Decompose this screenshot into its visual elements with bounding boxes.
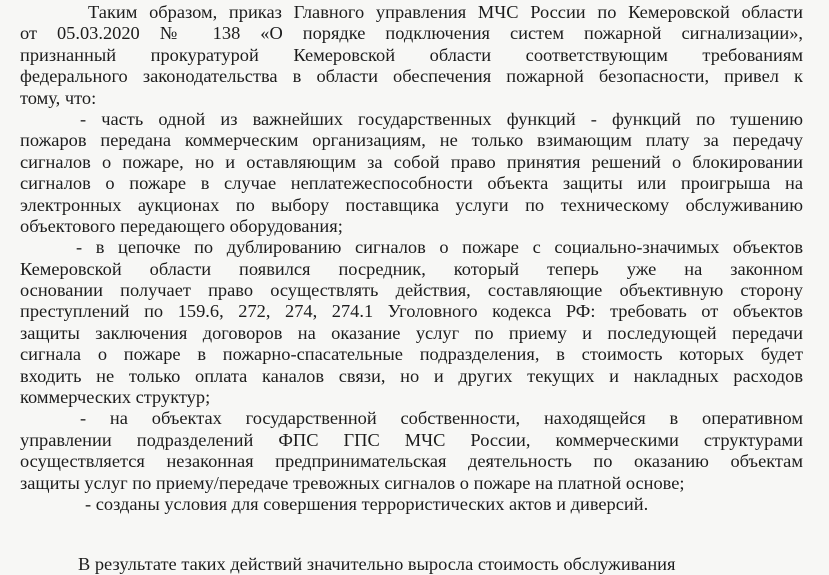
text-line: сигналов о пожаре в случае неплатежеспособности объекта защиты или проигрыша на (20, 173, 803, 194)
text-line: сигналов о пожаре, но и оставляющим за собой право принятия решений о блокировании (20, 151, 803, 172)
text-line: Кемеровской области появился посредник, который теперь уже на законном (20, 258, 803, 279)
text-line: В результате таких действий значительно выросла стоимость обслуживания (78, 554, 676, 574)
text-line: Таким образом, приказ Главного управления МЧС России по Кемеровской области (88, 2, 803, 22)
text-line: признанный прокуратурой Кемеровской области соответствующим требованиям (20, 44, 803, 65)
text-line: защиты услуг по приему/передаче тревожных сигналов о пожаре на платной основе; (20, 472, 685, 493)
cut-off-line (78, 554, 778, 574)
text-line: сигнала о пожаре в пожарно-спасательные подразделения, в стоимость которых будет (20, 344, 803, 365)
text-line: - часть одной из важнейших государственных функций - функций по тушению (80, 108, 803, 129)
text-line: управлении подразделений ФПС ГПС МЧС России, коммерческими структурами (20, 429, 803, 450)
text-line: коммерческих структур; (20, 387, 211, 408)
text-line: - созданы условия для совершения террористических актов и диверсий. (85, 493, 649, 514)
text-line: электронных аукционах по выбору поставщика услуги по техническому обслуживанию (20, 194, 803, 215)
text-line: федерального законодательства в области обеспечения пожарной безопасности, привел к (20, 66, 803, 87)
text-line: - в цепочке по дублированию сигналов о пожаре с социально-значимых объектов (76, 237, 803, 258)
text-line: пожаров передана коммерческим организациям, не только взимающим плату за передачу (20, 130, 803, 151)
text-line: от 05.03.2020 № 138 «О порядке подключения систем пожарной сигнализации», (20, 23, 803, 44)
text-line: - на объектах государственной собственности, находящейся в оперативном (80, 408, 803, 429)
text-line: тому, что: (20, 87, 97, 108)
text-line: защиты заключения договоров на оказание услуг по приему и последующей передачи (20, 322, 803, 343)
text-line: основании получает право осуществлять действия, составляющие объективную сторону (20, 280, 803, 301)
text-line: объектового передающего оборудования; (20, 215, 343, 236)
text-line: преступлений по 159.6, 272, 274, 274.1 Уголовного кодекса РФ: требовать от объектов (20, 301, 803, 322)
text-line: входить не только оплата каналов связи, но и других текущих и накладных расходов (20, 365, 803, 386)
text-line: осуществляется незаконная предпринимательская деятельность по оказанию объектам (20, 451, 803, 472)
